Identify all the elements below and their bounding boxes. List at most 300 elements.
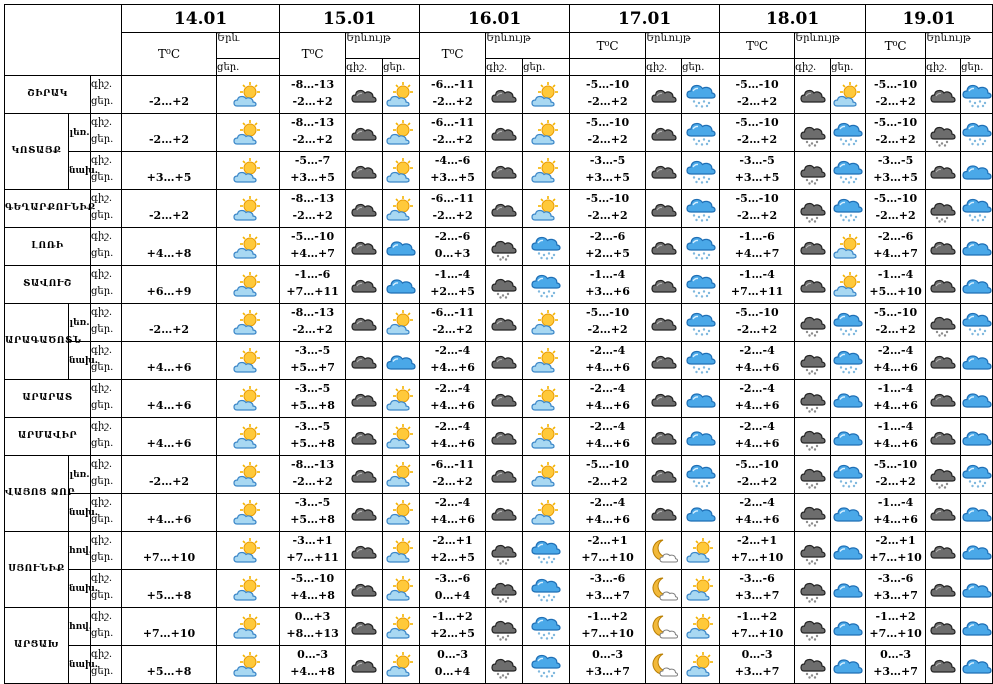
sun-cloud-icon — [385, 385, 417, 413]
cloud-blue-icon — [385, 272, 417, 298]
cloud-snow-dark-icon — [928, 195, 958, 223]
night-weather-icon — [646, 570, 682, 608]
temp-cell — [570, 304, 646, 342]
temp-cell — [280, 380, 346, 418]
region-name: ԱՐՄԱՎԻՐ — [5, 418, 91, 456]
temp-cell — [420, 570, 486, 608]
day-weather-icon — [383, 266, 420, 304]
day-temp: -2…+2 — [875, 209, 916, 222]
day-weather-icon — [523, 304, 570, 342]
cloud-icon — [349, 234, 379, 260]
temp-cell — [280, 608, 346, 646]
night-weather-icon — [346, 228, 383, 266]
night-temp: -1…+2 — [875, 610, 916, 623]
night-temp: -5…-7 — [294, 154, 331, 167]
night-label: գիշ. — [91, 459, 113, 470]
day-weather-icon — [682, 342, 720, 380]
day-weather-icon — [831, 608, 866, 646]
night-temp: -3…-5 — [739, 154, 775, 167]
temp-cell — [570, 570, 646, 608]
cloud-icon — [489, 500, 519, 526]
night-day-labels — [91, 380, 122, 418]
day-temp: 0…+4 — [434, 589, 471, 602]
cloud-icon — [489, 158, 519, 184]
night-subheader: գիշ. — [795, 59, 831, 76]
day-weather-icon — [383, 304, 420, 342]
night-temp: -8…-13 — [291, 116, 335, 129]
night-temp: -5…-10 — [874, 78, 918, 91]
day-temp: +3…+7 — [873, 665, 918, 678]
temp-cell — [122, 76, 217, 114]
cloud-snow-dark-icon — [489, 233, 519, 261]
temp-cell — [866, 494, 926, 532]
night-temp: -5…-10 — [735, 78, 779, 91]
temp-cell — [420, 342, 486, 380]
night-weather-icon — [486, 380, 523, 418]
sun-cloud-icon — [232, 81, 264, 109]
day-weather-icon — [217, 114, 280, 152]
cloud-snow-dark-icon — [928, 309, 958, 337]
cloud-blue-icon — [961, 386, 993, 412]
temp-cell — [420, 228, 486, 266]
date-header: 16.01 — [420, 5, 570, 33]
region-name: ՎԱՅՈՑ ՁՈՐ — [5, 456, 69, 532]
night-weather-icon — [926, 266, 961, 304]
night-temp — [122, 342, 216, 359]
cloud-snow-icon — [685, 270, 717, 300]
temp-cell — [866, 76, 926, 114]
night-weather-icon — [346, 456, 383, 494]
day-temp: -2…+2 — [875, 323, 916, 336]
day-weather-icon — [961, 570, 993, 608]
temp-cell — [866, 532, 926, 570]
day-temp: +4…+6 — [146, 513, 192, 526]
night-weather-icon — [486, 152, 523, 190]
day-temp: +5…+8 — [146, 589, 192, 602]
day-temp: +4…+6 — [146, 399, 192, 412]
day-temp: -2…+2 — [292, 475, 333, 488]
day-temp: +4…+6 — [585, 513, 630, 526]
sun-cloud-icon — [530, 309, 562, 337]
night-weather-icon — [795, 342, 831, 380]
night-day-labels — [91, 266, 122, 304]
day-temp: -2…+2 — [737, 95, 778, 108]
temp-cell — [866, 646, 926, 684]
zone-label: հով. — [69, 608, 91, 646]
night-weather-icon — [486, 608, 523, 646]
day-temp: +4…+6 — [430, 399, 475, 412]
cloud-blue-icon — [685, 500, 717, 526]
night-temp — [122, 190, 216, 207]
zone-label: նախ. — [69, 646, 91, 684]
cloud-blue-icon — [961, 158, 993, 184]
day-temp: +4…+6 — [146, 361, 192, 374]
cloud-snow-icon — [685, 346, 717, 376]
night-temp: -2…-6 — [877, 230, 914, 243]
day-label: ցեր. — [91, 362, 114, 373]
day-label: ցեր. — [91, 286, 114, 297]
cloud-icon — [928, 652, 958, 678]
day-temp: -2…+2 — [292, 95, 333, 108]
temp-cell — [720, 76, 795, 114]
cloud-icon — [349, 158, 379, 184]
night-temp: -8…-13 — [291, 458, 335, 471]
night-weather-icon — [346, 418, 383, 456]
night-weather-icon — [926, 608, 961, 646]
day-temp: +3…+5 — [585, 171, 630, 184]
night-temp: -1…-4 — [877, 268, 914, 281]
night-weather-icon — [486, 494, 523, 532]
night-label: գիշ. — [91, 497, 113, 508]
temp-cell — [720, 532, 795, 570]
day-label: ցեր. — [91, 400, 114, 411]
day-weather-icon — [831, 532, 866, 570]
sun-cloud-icon — [832, 233, 864, 261]
temp-cell — [866, 418, 926, 456]
night-temp: -1…-6 — [739, 230, 775, 243]
day-temp: +8…+13 — [286, 627, 339, 640]
day-weather-icon — [383, 570, 420, 608]
day-weather-icon — [961, 190, 993, 228]
region-name: ԱՐՑԱԽ — [5, 608, 69, 684]
temp-cell — [570, 228, 646, 266]
night-day-labels — [91, 152, 122, 190]
night-temp — [122, 570, 216, 587]
night-weather-icon — [795, 570, 831, 608]
day-weather-icon — [383, 114, 420, 152]
day-weather-icon — [523, 532, 570, 570]
temp-cell — [720, 152, 795, 190]
temp-cell — [122, 380, 217, 418]
temp-cell — [122, 304, 217, 342]
temp-cell — [122, 532, 217, 570]
cloud-icon — [489, 462, 519, 488]
day-temp: 0…+4 — [434, 665, 471, 678]
temp-cell — [280, 266, 346, 304]
day-weather-icon — [383, 228, 420, 266]
night-temp: -3…-5 — [294, 496, 331, 509]
day-weather-icon — [523, 608, 570, 646]
cloud-icon — [349, 272, 379, 298]
night-weather-icon — [926, 418, 961, 456]
day-weather-icon — [523, 76, 570, 114]
moon-cloud-icon — [649, 537, 679, 565]
night-temp: -5…-10 — [291, 572, 335, 585]
cloud-snow-icon — [961, 194, 993, 224]
night-temp: -6…-11 — [431, 192, 475, 205]
sun-cloud-icon — [530, 423, 562, 451]
sun-cloud-icon — [530, 157, 562, 185]
cloud-icon — [349, 310, 379, 336]
day-label: ցեր. — [91, 476, 114, 487]
cloud-snow-dark-icon — [798, 195, 828, 223]
weather-header: Երևույթ — [926, 33, 993, 59]
sun-cloud-icon — [232, 575, 264, 603]
night-day-labels — [91, 608, 122, 646]
cloud-snow-icon — [685, 308, 717, 338]
night-temp: -1…-6 — [294, 268, 331, 281]
day-weather-icon — [682, 494, 720, 532]
night-weather-icon — [646, 228, 682, 266]
day-temp: -2…+2 — [148, 209, 190, 222]
cloud-icon — [349, 462, 379, 488]
day-subheader: ցեր. — [383, 59, 420, 76]
cloud-blue-icon — [832, 424, 864, 450]
day-temp: 0…+3 — [434, 247, 471, 260]
night-weather-icon — [795, 114, 831, 152]
day-temp: +4…+6 — [734, 437, 780, 450]
night-temp: -2…-4 — [589, 420, 626, 433]
sun-cloud-icon — [530, 81, 562, 109]
temp-cell — [280, 152, 346, 190]
night-weather-icon — [795, 190, 831, 228]
sun-cloud-icon — [385, 651, 417, 679]
night-weather-icon — [926, 304, 961, 342]
day-weather-icon — [217, 266, 280, 304]
temp-cell — [420, 380, 486, 418]
night-label: գիշ. — [91, 649, 113, 660]
night-temp: -3…-6 — [589, 572, 626, 585]
temp-cell — [420, 646, 486, 684]
night-weather-icon — [795, 532, 831, 570]
sun-cloud-icon — [232, 195, 264, 223]
sun-cloud-icon — [530, 461, 562, 489]
day-temp: +3…+5 — [146, 171, 192, 184]
night-day-labels — [91, 418, 122, 456]
day-temp: -2…+2 — [148, 95, 190, 108]
day-weather-icon — [217, 608, 280, 646]
day-weather-icon — [682, 76, 720, 114]
day-weather-icon — [831, 570, 866, 608]
sun-cloud-icon — [832, 81, 864, 109]
night-temp: -1…-4 — [877, 496, 914, 509]
temp-cell — [720, 570, 795, 608]
cloud-icon — [649, 348, 679, 374]
temp-cell — [420, 304, 486, 342]
night-temp: -5…-10 — [874, 192, 918, 205]
cloud-icon — [928, 158, 958, 184]
day-weather-icon — [831, 380, 866, 418]
day-weather-icon — [383, 152, 420, 190]
region-row — [5, 418, 993, 456]
day-weather-icon — [217, 456, 280, 494]
temp-cell — [122, 114, 217, 152]
day-weather-icon — [523, 152, 570, 190]
temp-cell — [122, 342, 217, 380]
night-weather-icon — [646, 608, 682, 646]
day-temp: +4…+6 — [430, 437, 475, 450]
corner-cell — [5, 5, 122, 76]
day-weather-icon — [831, 342, 866, 380]
day-weather-icon — [831, 228, 866, 266]
day-weather-icon — [682, 266, 720, 304]
day-weather-icon — [961, 380, 993, 418]
day-weather-icon — [682, 646, 720, 684]
night-weather-icon — [646, 380, 682, 418]
temp-cell — [570, 266, 646, 304]
night-label: գիշ. — [91, 117, 113, 128]
day-weather-icon — [383, 456, 420, 494]
night-label: գիշ. — [91, 193, 113, 204]
night-weather-icon — [646, 342, 682, 380]
night-temp — [122, 266, 216, 283]
night-temp: -1…+2 — [737, 610, 778, 623]
region-name: ԼՈՌԻ — [5, 228, 91, 266]
sun-cloud-icon — [530, 195, 562, 223]
cloud-snow-icon — [832, 308, 864, 338]
cloud-snow-icon — [832, 346, 864, 376]
cloud-icon — [928, 614, 958, 640]
day-weather-icon — [383, 342, 420, 380]
night-weather-icon — [346, 342, 383, 380]
cloud-snow-icon — [961, 460, 993, 490]
day-weather-icon — [383, 76, 420, 114]
day-weather-icon — [682, 380, 720, 418]
night-temp: -5…-10 — [586, 306, 630, 319]
day-weather-icon — [217, 532, 280, 570]
temp-cell — [122, 228, 217, 266]
day-temp: -2…+2 — [432, 209, 473, 222]
night-temp — [122, 418, 216, 435]
cloud-blue-icon — [832, 500, 864, 526]
temp-cell — [420, 76, 486, 114]
temp-cell — [420, 456, 486, 494]
cloud-snow-dark-icon — [798, 575, 828, 603]
cloud-snow-icon — [832, 194, 864, 224]
night-temp: -2…-4 — [739, 420, 775, 433]
temp-cell — [122, 418, 217, 456]
temp-cell — [420, 266, 486, 304]
sun-cloud-icon — [232, 233, 264, 261]
region-name: ՍՅՈՒՆԻՔ — [5, 532, 69, 608]
day-temp: +3…+6 — [585, 285, 630, 298]
day-weather-icon — [523, 114, 570, 152]
day-weather-icon — [682, 532, 720, 570]
day-temp: +3…+7 — [585, 589, 630, 602]
night-temp: -5…-10 — [735, 458, 779, 471]
cloud-blue-icon — [385, 348, 417, 374]
night-weather-icon — [926, 494, 961, 532]
night-temp: -1…+2 — [587, 610, 628, 623]
temp-header: T⁰C — [570, 33, 646, 59]
cloud-icon — [349, 348, 379, 374]
night-temp: -1…-4 — [434, 268, 471, 281]
cloud-snow-dark-icon — [798, 461, 828, 489]
temp-header: T⁰C — [866, 33, 926, 59]
day-label: ցեր. — [91, 438, 114, 449]
night-weather-icon — [926, 570, 961, 608]
temp-cell — [866, 228, 926, 266]
cloud-icon — [649, 424, 679, 450]
night-temp: 0…-3 — [741, 648, 773, 661]
night-temp: -3…-6 — [739, 572, 775, 585]
cloud-icon — [928, 576, 958, 602]
cloud-snow-icon — [530, 270, 562, 300]
day-temp: +4…+6 — [873, 513, 918, 526]
temp-cell — [280, 646, 346, 684]
temp-cell — [420, 114, 486, 152]
day-weather-icon — [217, 494, 280, 532]
temp-cell — [866, 152, 926, 190]
day-temp: -2…+2 — [587, 209, 628, 222]
day-temp: +4…+6 — [430, 513, 475, 526]
day-temp: +3…+7 — [734, 665, 780, 678]
cloud-snow-dark-icon — [798, 385, 828, 413]
night-temp — [122, 608, 216, 625]
sun-cloud-icon — [385, 499, 417, 527]
day-temp: +2…+5 — [430, 551, 475, 564]
night-weather-icon — [926, 228, 961, 266]
night-temp — [122, 76, 216, 93]
day-weather-icon — [961, 494, 993, 532]
night-temp: -5…-10 — [586, 192, 630, 205]
zone-label: նախ. — [69, 570, 91, 608]
region-row — [5, 646, 993, 684]
temp-cell — [866, 266, 926, 304]
day-temp: -2…+2 — [432, 323, 473, 336]
cloud-icon — [649, 272, 679, 298]
day-temp: -2…+2 — [292, 133, 333, 146]
temp-cell — [280, 456, 346, 494]
night-temp: -2…-6 — [434, 230, 471, 243]
day-weather-icon — [523, 418, 570, 456]
day-weather-icon — [523, 380, 570, 418]
night-weather-icon — [486, 266, 523, 304]
cloud-icon — [798, 272, 828, 298]
day-temp: -2…+2 — [432, 475, 473, 488]
sun-cloud-icon — [232, 385, 264, 413]
night-weather-icon — [926, 380, 961, 418]
night-weather-icon — [795, 608, 831, 646]
cloud-icon — [928, 348, 958, 374]
night-weather-icon — [486, 456, 523, 494]
day-weather-icon — [682, 570, 720, 608]
temp-cell — [866, 570, 926, 608]
sun-cloud-icon — [530, 385, 562, 413]
day-label: ցեր. — [91, 590, 114, 601]
night-temp: -2…-4 — [434, 382, 471, 395]
day-weather-icon — [961, 608, 993, 646]
night-weather-icon — [346, 608, 383, 646]
day-weather-icon — [682, 456, 720, 494]
region-row — [5, 380, 993, 418]
cloud-snow-dark-icon — [489, 271, 519, 299]
day-temp: -2…+2 — [148, 475, 190, 488]
day-weather-icon — [682, 114, 720, 152]
region-row — [5, 190, 993, 228]
sun-cloud-icon — [385, 575, 417, 603]
day-temp: +4…+6 — [734, 399, 780, 412]
night-temp: -2…-4 — [589, 382, 626, 395]
day-weather-icon — [961, 228, 993, 266]
night-weather-icon — [795, 494, 831, 532]
day-temp: +4…+8 — [290, 665, 335, 678]
sun-cloud-icon — [685, 537, 717, 565]
night-label: գիշ. — [91, 421, 113, 432]
temp-cell — [720, 418, 795, 456]
sun-cloud-icon — [832, 271, 864, 299]
night-weather-icon — [926, 342, 961, 380]
weather-header: Երևույթ — [795, 33, 866, 59]
temp-cell — [122, 646, 217, 684]
temp-cell — [122, 266, 217, 304]
night-weather-icon — [646, 418, 682, 456]
sun-cloud-icon — [385, 461, 417, 489]
cloud-blue-icon — [961, 272, 993, 298]
cloud-snow-dark-icon — [928, 461, 958, 489]
day-subheader: ցեր. — [961, 59, 993, 76]
night-subheader: գիշ. — [486, 59, 523, 76]
